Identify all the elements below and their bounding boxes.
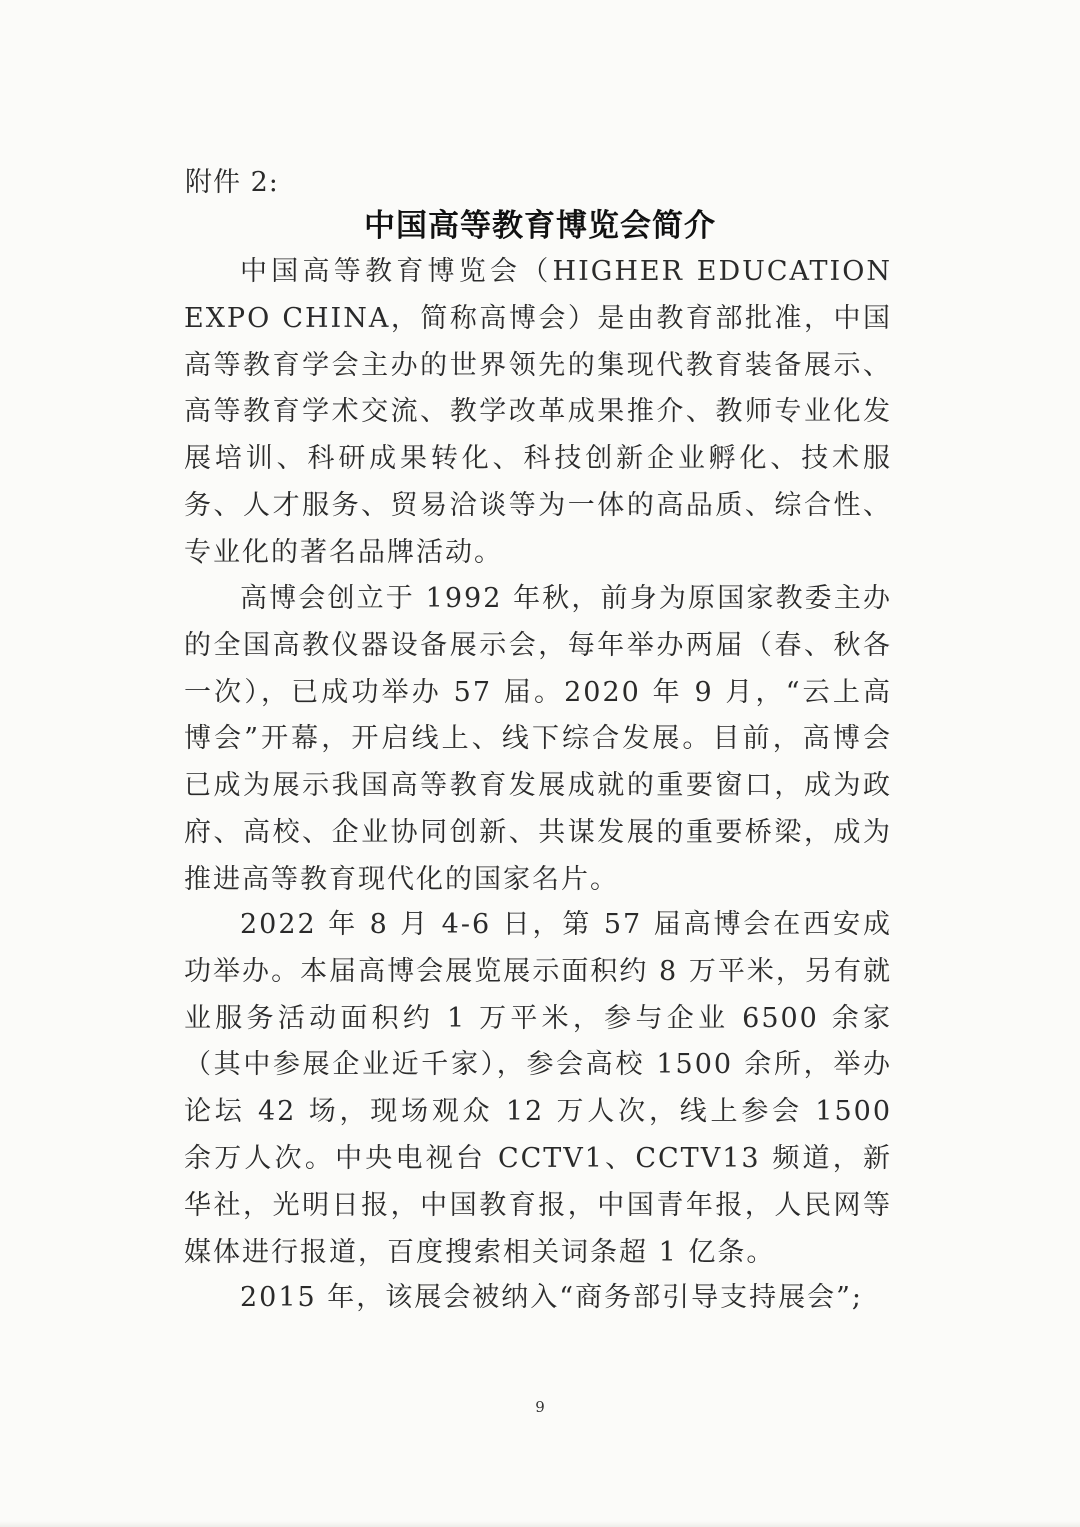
paragraph-history: 高博会创立于 1992 年秋，前身为原国家教委主办的全国高教仪器设备展示会，每年举办两届（春、秋各一次），已成功举办 57 届。2020 年 9 月，“云上高博会”开幕，开启线上、线下综合发展。目前，高博会已成为展示我国高等教育发展成就的重要窗口，成为政府、高校、企业协同创新、共谋发展的重要桥梁，成为推进高等教育现代化的国家名片。 <box>184 583 892 895</box>
document-title: 中国高等教育博览会简介 <box>364 208 716 244</box>
attachment-label: 附件 2: <box>185 167 279 198</box>
paragraph-2015: 2015 年，该展会被纳入“商务部引导支持展会”; <box>240 1282 863 1313</box>
paragraph-introduction: 中国高等教育博览会（HIGHER EDUCATION EXPO CHINA，简称高博会）是由教育部批准，中国高等教育学会主办的世界领先的集现代教育装备展示、高等教育学术交流、教学改革成果推介、教师专业化发展培训、科研成果转化、科技创新企业孵化、技术服务、人才服务、贸易洽谈等为一体的高品质、综合性、专业化的著名品牌活动。 <box>184 256 892 568</box>
paragraph-2022-expo: 2022 年 8 月 4-6 日，第 57 届高博会在西安成功举办。本届高博会展览展示面积约 8 万平米，另有就业服务活动面积约 1 万平米，参与企业 6500 余家（其中参展企业近千家），参会高校 1500 余所，举办论坛 42 场，现场观众 12 万人次，线上参会 1500 余万人次。中央电视台 CCTV1、CCTV13 频道，新华社，光明日报，中国教育报，中国青年报，人民网等媒体进行报道，百度搜索相关词条超 1 亿条。 <box>184 909 892 1268</box>
scan-edge <box>0 1521 1080 1527</box>
page-number: 9 <box>535 1398 545 1416</box>
